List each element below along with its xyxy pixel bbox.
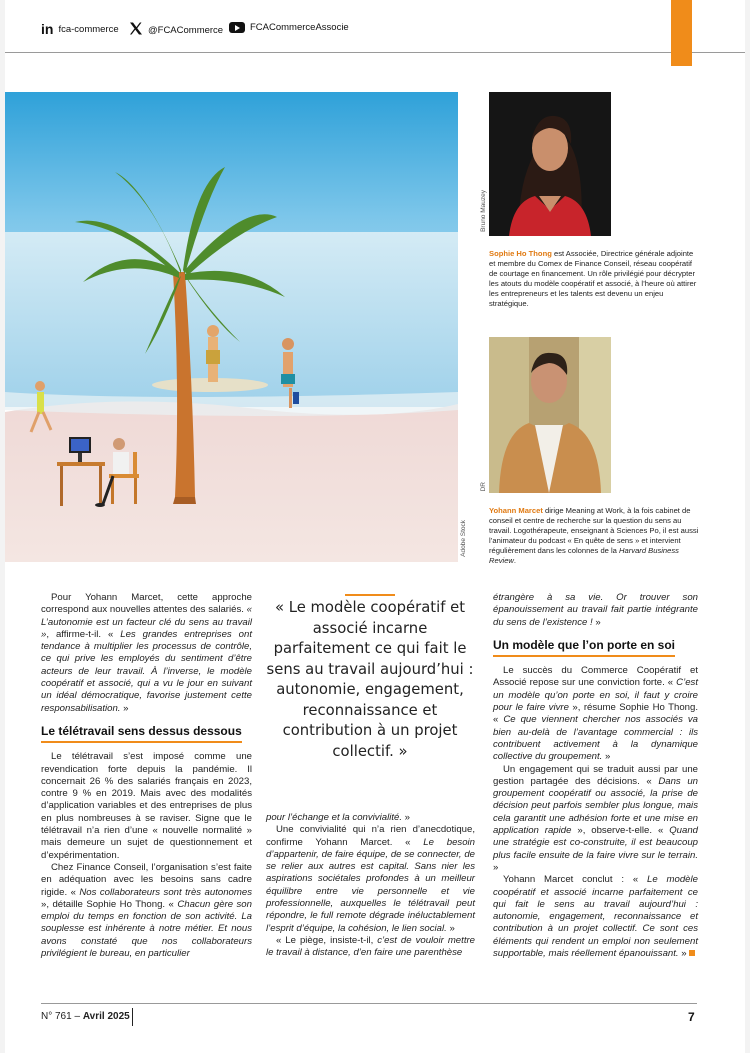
portrait2-caption-italic: Harvard Business Review <box>489 546 679 565</box>
col3-paragraph-1: étrangère à sa vie. Or trouver son épanouissement au travail fait partie intégrante du sens de l’existence ! » <box>493 592 698 628</box>
col2-paragraph-1: pour l’échange et la convivialité. » <box>266 812 411 823</box>
col2-paragraph-2: Une convivialité qui n’a rien d’anecdotique, confirme Yohann Marcet. « Le besoin d’appartenir, de faire équipe, de se connecter, de se relier aux autres est capital. Sans nier les aspirations sociétales profondes à un meilleur équilibre entre vie personnelle et vie professionnelle, auxquelles le télétravail peut répondre, le full remote dégrade inéluctablement l’esprit d’équipe, la cohésion, le lien social. » <box>266 824 476 934</box>
portrait-sophie-ho-thong <box>489 92 611 236</box>
article-column-2 <box>266 812 475 960</box>
col3-paragraph-4: Yohann Marcet conclut : « Le modèle coopératif et associé incarne parfaitement ce qui fait le sens au travail aujourd’hui : autonomie, engagement, reconnaissance et contribution à un projet collectif. Ce sont ces éléments qui rendent un emploi non seulement supportable, mais réellement épanouissant. » <box>493 874 698 960</box>
portrait1-credit: Bruno Mauzey <box>480 190 487 232</box>
pull-quote: « Le modèle coopératif et associé incarne parfaitement ce qui fait le sens au travail aujourd’hui : autonomie, engagement, reconnaissance et contribution à un projet collectif. » <box>266 599 474 760</box>
portrait1-caption <box>489 249 701 309</box>
portrait2-caption-text: dirige Meaning at Work, à la fois cabinet de conseil et centre de recherche sur la question du sens au travail. Logothérapeute, enseignant à Sciences Po, il est aussi l’animateur du podcast « En quête de sens » et intervient régulièrement dans les colonnes de la <box>489 506 699 555</box>
col2-paragraph-3: « Le piège, insiste-t-il, c’est de vouloir mettre le travail à distance, d’en faire une parenthèse <box>266 934 476 959</box>
footer-separator <box>132 1008 133 1026</box>
portrait1-caption-text: est Associée, Directrice générale adjointe et membre du Comex de Finance Conseil, réseau coopératif de courtage en financement. Un rôle privilégié pour décrypter les atouts du modèle coopératif et associé, à l’heure où attirer les entrepreneurs et les talents est devenu un enjeu stratégique. <box>489 249 697 308</box>
portrait1-name: Sophie Ho Thong <box>489 249 552 258</box>
col3-paragraph-3: Un engagement qui se traduit aussi par une gestion partagée des décisions. « Dans un groupement coopératif ou associé, la prise de décision peut parfois sembler plus longue, mais cela garantit une adhésion forte et une mise en application rapide », observe-t-elle. « Quand une stratégie est co-construite, il est beaucoup plus facile ensuite de la faire vivre sur le terrain. » <box>493 763 699 873</box>
col1-paragraph-1: Pour Yohann Marcet, cette approche correspond aux nouvelles attentes des salariés. « L’autonomie est un facteur clé du sens au travail », affirme-t-il. « Les grandes entreprises ont tendance à multiplier les processus de contrôle, ce qui prive les employés du sentiment d’être acteurs de leur travail. À l’inverse, le modèle coopératif et associé, qui a vu le jour en suivant un idéal démocratique, favorise justement cette responsabilisation. » <box>41 592 252 714</box>
heading-modele: Un modèle que l’on porte en soi <box>493 639 675 657</box>
x-handle-label: @FCACommerce <box>148 24 224 36</box>
col3-paragraph-2: Le succès du Commerce Coopératif et Associé repose sur une conviction forte. « C’est un modèle qu’on porte en soi, il faut y croire pour le faire vivre », résume Sophie Ho Thong. « Ce que viennent chercher nos associés va bien au-delà de l’avantage commercial : ils contribuent activement à la dynamique collective du groupement. » <box>493 665 698 763</box>
youtube-icon <box>229 22 245 33</box>
youtube-link[interactable] <box>229 22 349 33</box>
page-number: 7 <box>688 1010 695 1024</box>
magazine-page <box>5 0 745 1053</box>
linkedin-link[interactable] <box>41 22 119 36</box>
col1-paragraph-3: Chez Finance Conseil, l’organisation s’est faite en adéquation avec les besoins sans cadre rigide. « Nos collaborateurs sont très autonomes », détaille Sophie Ho Thong. « Chacun gère son emploi du temps en fonction de son activité. La souplesse est inhérente à notre métier. Et nous avons constaté que nos collaborateurs privilégient le bureau, en particulier <box>41 861 253 960</box>
linkedin-label: fca-commerce <box>58 23 119 35</box>
footer-rule <box>41 1003 697 1004</box>
youtube-label: FCACommerceAssocie <box>250 22 349 33</box>
pull-quote-accent-bar <box>345 594 395 596</box>
portrait2-name: Yohann Marcet <box>489 506 543 515</box>
linkedin-icon: in <box>41 21 54 37</box>
article-column-3 <box>493 592 698 960</box>
x-link[interactable] <box>129 22 223 38</box>
article-end-mark <box>689 950 695 956</box>
orange-tab-marker <box>671 0 692 66</box>
col1-paragraph-2: Le télétravail s’est imposé comme une revendication forte depuis la pandémie. Il concernait 26 % des salariés français en 2023, contre 9 % en 2019. Mais avec des modalités d’application variables et des entreprises de plus en plus nombreuses à se raviser. Signe que le télétravail n’a rien d’une « nouvelle normalité » mais demeure un sujet de questionnement et d’expérimentation. <box>41 751 252 861</box>
portrait2-caption <box>489 506 701 566</box>
article-column-1 <box>41 592 252 960</box>
hero-photo <box>5 92 458 562</box>
portrait2-caption-end: . <box>513 556 517 565</box>
portrait2-credit: DR <box>480 482 487 492</box>
hero-photo-credit: Adobe Stock <box>460 520 467 557</box>
heading-teletravail: Le télétravail sens dessus dessous <box>41 725 242 743</box>
issue-label: N° 761 – Avril 2025 <box>41 1011 130 1022</box>
x-icon <box>129 22 143 38</box>
portrait-yohann-marcet <box>489 337 611 493</box>
social-header <box>5 0 745 53</box>
